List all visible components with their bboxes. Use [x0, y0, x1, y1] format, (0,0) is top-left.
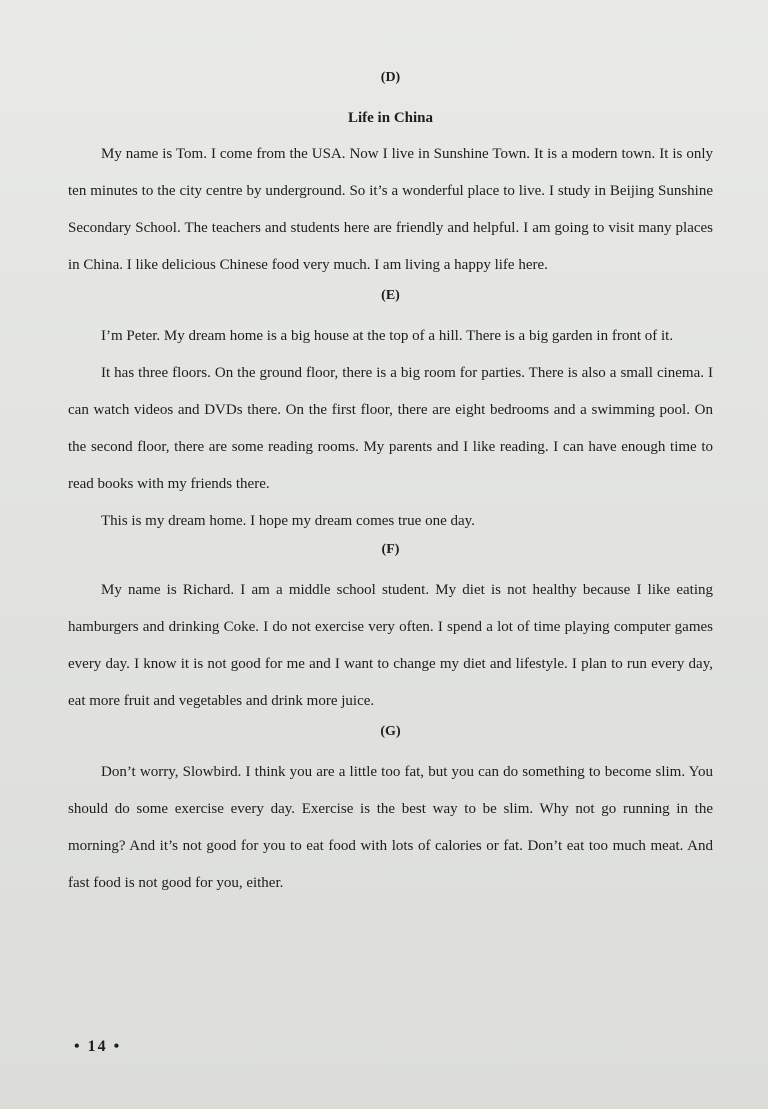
page-number: • 14 •: [74, 1038, 122, 1055]
section-f: [68, 540, 713, 720]
section-title-d: Life in China: [347, 110, 434, 126]
section-d: [68, 68, 713, 284]
page-content: [68, 60, 713, 902]
paragraph-e-1: I’m Peter. My dream home is a big house at the top of a hill. There is a big garden in front of it.: [101, 328, 674, 344]
section-e: [68, 286, 713, 540]
section-label-e: (E): [381, 288, 400, 303]
paragraph-g-1: Don’t worry, Slowbird. I think you are a little too fat, but you can do something to become slim. You should do some exercise every day. Exercise is the best way to be slim. Why not go running in the morning? And it’s not good for you to eat food with lots of calories or fat. Don’t eat too much meat. And fast food is not good for you, either.: [68, 764, 713, 891]
paragraph-e-2: It has three floors. On the ground floor, there is a big room for parties. There is also a small cinema. I can watch videos and DVDs there. On the first floor, there are eight bedrooms and a swimming pool. On the second floor, there are some reading rooms. My parents and I like reading. I can have enough time to read books with my friends there.: [68, 365, 713, 492]
section-label-d: (D): [380, 70, 401, 85]
section-label-f: (F): [381, 542, 400, 557]
paragraph-e-3: This is my dream home. I hope my dream comes true one day.: [101, 513, 475, 529]
section-label-g: (G): [380, 724, 401, 739]
paragraph-d-1: My name is Tom. I come from the USA. Now I live in Sunshine Town. It is a modern town. It is only ten minutes to the city centre by underground. So it’s a wonderful place to live. I study in Beijing Sunshine Secondary School. The teachers and students here are friendly and helpful. I am going to visit many places in China. I like delicious Chinese food very much. I am living a happy life here.: [68, 146, 713, 273]
section-g: [68, 722, 713, 902]
paragraph-f-1: My name is Richard. I am a middle school student. My diet is not healthy because I like eating hamburgers and drinking Coke. I do not exercise very often. I spend a lot of time playing computer games every day. I know it is not good for me and I want to change my diet and lifestyle. I plan to run every day, eat more fruit and vegetables and drink more juice.: [68, 582, 713, 709]
